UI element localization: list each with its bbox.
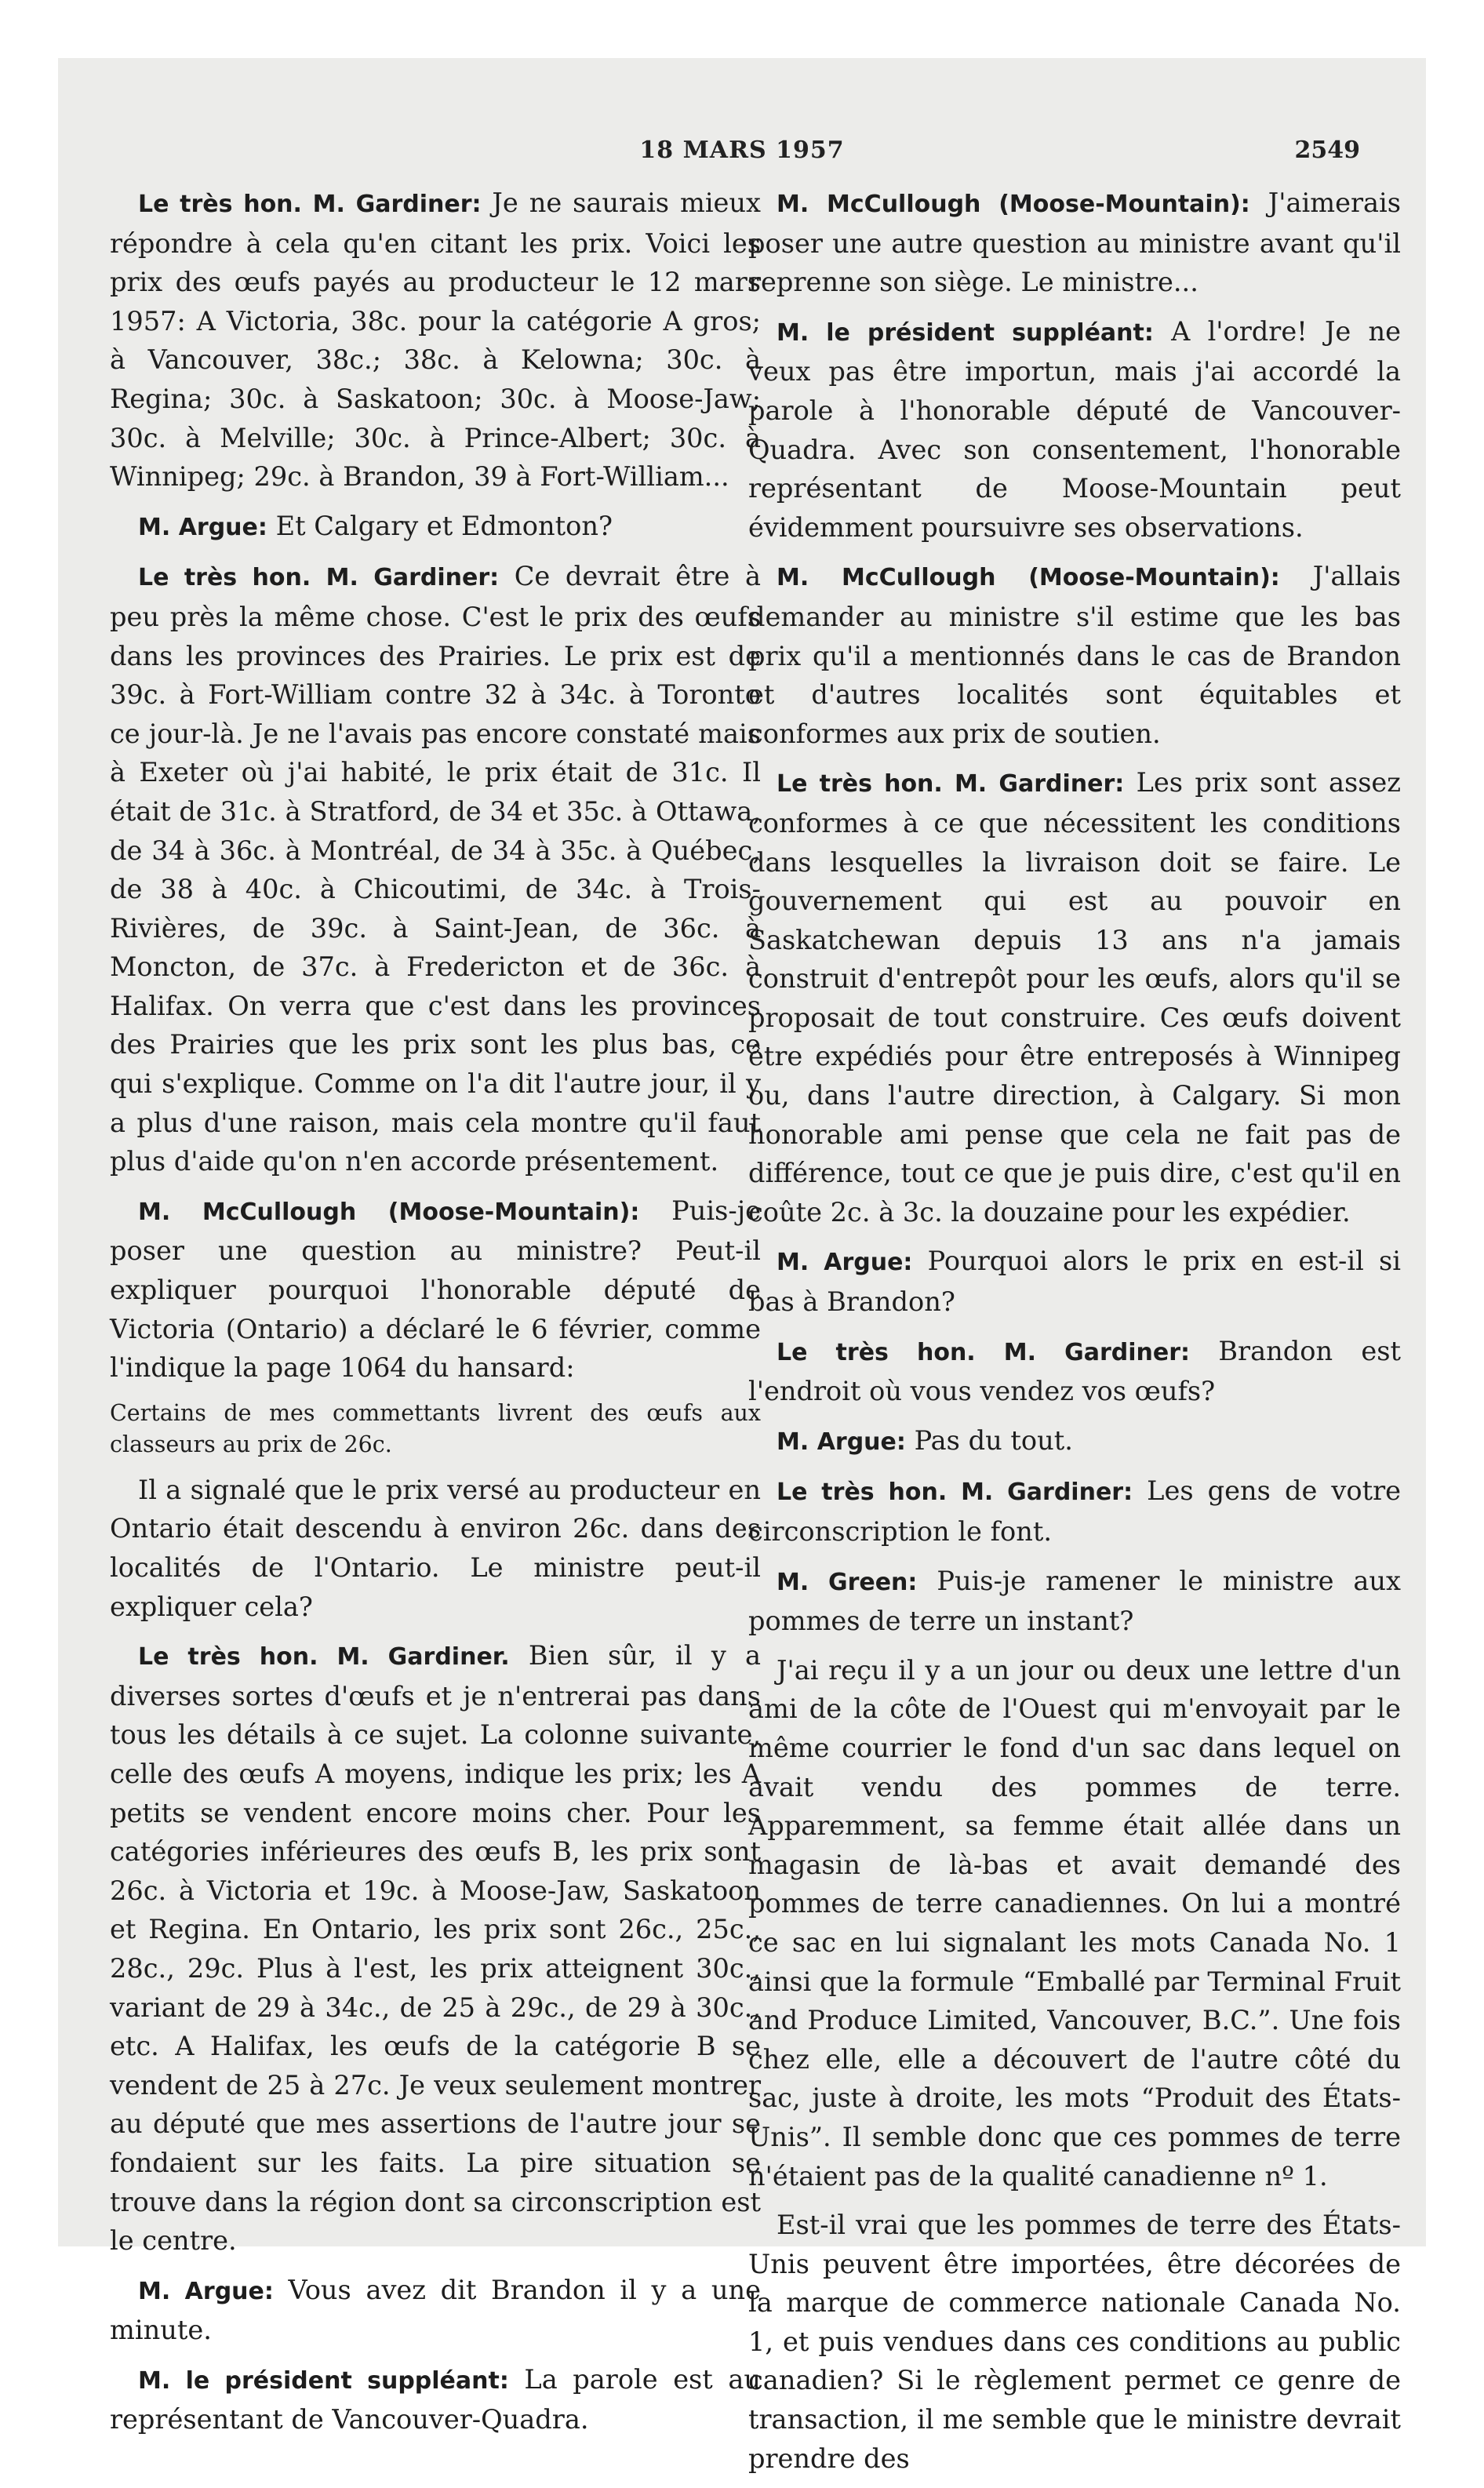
speech: La parole est au représentant de Vancouver-Quadra.: [110, 2363, 761, 2435]
speech: Puis-je poser une question au ministre? Peut-il expliquer pourquoi l'honorable député de Victoria (Ontario) a déclaré le 6 février, comme l'indique la page 1064 du hansard:: [110, 1195, 761, 1384]
speaker: M. McCullough (Moose-Mountain):: [138, 1198, 640, 1226]
speaker: M. Green:: [777, 1568, 918, 1596]
page-header: [58, 136, 1426, 184]
paragraph: [748, 312, 1401, 547]
paragraph: [110, 184, 761, 497]
paragraph: [748, 1421, 1401, 1462]
speaker: M. McCullough (Moose-Mountain):: [777, 191, 1250, 218]
paragraph: [110, 2271, 761, 2350]
speaker: Le très hon. M. Gardiner.: [138, 1643, 510, 1671]
speaker: M. Argue:: [777, 1249, 913, 1277]
paragraph: [110, 2360, 761, 2439]
speech: Est-il vrai que les pommes de terre des États-Unis peuvent être importées, être décorées de la marque de commerce nationale Canada No. 1, et puis vendues dans ces conditions au public canadien? Si le règlement permet ce genre de transaction, il me semble que le ministre devrait prendre des: [748, 2210, 1401, 2474]
speech: J'allais demander au ministre s'il estime que les bas prix qu'il a mentionnés dans le cas de Brandon et d'autres localités sont équitables et conformes aux prix de soutien.: [748, 561, 1401, 749]
paragraph: [110, 1191, 761, 1388]
paragraph: [110, 1471, 761, 1626]
speech: J'aimerais poser une autre question au ministre avant qu'il reprenne son siège. Le ministre...: [748, 187, 1401, 298]
paragraph: [748, 2206, 1401, 2478]
speech: Pourquoi alors le prix en est-il si bas à Brandon?: [748, 1246, 1401, 1318]
speech: Je ne saurais mieux répondre à cela qu'en citant les prix. Voici les prix des œufs payés au producteur le 12 mars 1957: A Victoria, 38c. pour la catégorie A gros; à Vancouver, 38c.; 38c. à Kelowna; 30c. à Regina; 30c. à Saskatoon; 30c. à Moose-Jaw; 30c. à Melville; 30c. à Prince-Albert; 30c. à Winnipeg; 29c. à Brandon, 39 à Fort-William...: [110, 187, 761, 493]
speaker: Le très hon. M. Gardiner:: [138, 191, 482, 218]
speech: Vous avez dit Brandon il y a une minute.: [110, 2274, 761, 2346]
speech: J'ai reçu il y a un jour ou deux une lettre d'un ami de la côte de l'Ouest qui m'envoyait par le même courrier le fond d'un sac dans lequel on avait vendu des pommes de terre. Apparemment, sa femme était allée dans un magasin de là-bas et avait demandé des pommes de terre canadiennes. On lui a montré ce sac en lui signalant les mots Canada No. 1 ainsi que la formule “Emballé par Terminal Fruit and Produce Limited, Vancouver, B.C.”. Une fois chez elle, elle a découvert de l'autre côté du sac, juste à droite, les mots “Produit des États-Unis”. Il semble donc que ces pommes de terre n'étaient pas de la qualité canadienne nº 1.: [748, 1654, 1401, 2192]
speaker: Le très hon. M. Gardiner:: [777, 770, 1125, 798]
speaker: M. McCullough (Moose-Mountain):: [777, 564, 1280, 592]
speaker: M. le président suppléant:: [777, 318, 1154, 347]
paragraph: [748, 557, 1401, 753]
speaker: M. le président suppléant:: [138, 2366, 509, 2395]
speaker: Le très hon. M. Gardiner:: [777, 1479, 1133, 1507]
speaker: M. Argue:: [777, 1428, 906, 1456]
paragraph: [748, 1562, 1401, 1641]
paragraph: [110, 507, 761, 547]
speech: Et Calgary et Edmonton?: [267, 510, 613, 541]
right-column: [748, 184, 1401, 2488]
paragraph: [748, 1242, 1401, 1321]
paragraph: [110, 1636, 761, 2261]
paragraph: [748, 1332, 1401, 1411]
speech: Il a signalé que le prix versé au producteur en Ontario était descendu à environ 26c. dans des localités de l'Ontario. Le ministre peut-il expliquer cela?: [110, 1474, 761, 1622]
speech: Brandon est l'endroit où vous vendez vos œufs?: [748, 1335, 1402, 1407]
page-date: 18 MARS 1957: [639, 136, 845, 164]
speech: A l'ordre! Je ne veux pas être importun, mais j'ai accordé la parole à l'honorable député de Vancouver-Quadra. Avec son consentement, l'honorable représentant de Moose-Mountain peut évidemment poursuivre ses observations.: [748, 315, 1401, 543]
speech: Les gens de votre circonscription le font.: [748, 1475, 1401, 1547]
speech: Les prix sont assez conformes à ce que nécessitent les conditions dans lesquelles la livraison doit se faire. Le gouvernement qui est au pouvoir en Saskatchewan depuis 13 ans n'a jamais construit d'entrepôt pour les œufs, alors qu'il se proposait de tout construire. Ces œufs doivent être expédiés pour être entreposés à Winnipeg ou, dans l'autre direction, à Calgary. Si mon honorable ami pense que cela ne fait pas de différence, tout ce que je puis dire, c'est qu'il en coûte 2c. à 3c. la douzaine pour les expédier.: [748, 767, 1401, 1228]
speaker: M. Argue:: [138, 513, 267, 541]
quote-text: Certains de mes commettants livrent des œufs aux classeurs au prix de 26c.: [110, 1399, 761, 1457]
paragraph: [748, 1651, 1401, 2195]
speech: Puis-je ramener le ministre aux pommes de terre un instant?: [748, 1565, 1401, 1637]
speaker: M. Argue:: [138, 2277, 274, 2305]
speaker: Le très hon. M. Gardiner:: [138, 564, 500, 592]
speaker: Le très hon. M. Gardiner:: [777, 1338, 1191, 1366]
speech: Ce devrait être à peu près la même chose. C'est le prix des œufs dans les provinces des Prairies. Le prix est de 39c. à Fort-William contre 32 à 34c. à Toronto ce jour-là. Je ne l'avais pas encore constaté mais à Exeter où j'ai habité, le prix était de 31c. Il était de 31c. à Stratford, de 34 et 35c. à Ottawa, de 34 à 36c. à Montréal, de 34 à 35c. à Québec, de 38 à 40c. à Chicoutimi, de 34c. à Trois-Rivières, de 39c. à Saint-Jean, de 36c. à Moncton, de 37c. à Fredericton et de 36c. à Halifax. On verra que c'est dans les provinces des Prairies que les prix sont les plus bas, ce qui s'explique. Comme on l'a dit l'autre jour, il y a plus d'une raison, mais cela montre qu'il faut plus d'aide qu'on n'en accorde présentement.: [110, 561, 762, 1177]
paragraph: [748, 763, 1401, 1231]
paragraph: [748, 184, 1401, 302]
paragraph: [110, 557, 761, 1181]
page-number: 2549: [1294, 136, 1360, 164]
block-quote: [110, 1398, 761, 1460]
left-column: [110, 184, 761, 2450]
page-sheet: [58, 58, 1426, 2474]
speech: Bien sûr, il y a diverses sortes d'œufs et je n'entrerai pas dans tous les détails à ce sujet. La colonne suivante, celle des œufs A moyens, indique les prix; les A petits se vendent encore moins cher. Pour les catégories inférieures des œufs B, les prix sont 26c. à Victoria et 19c. à Moose-Jaw, Saskatoon et Regina. En Ontario, les prix sont 26c., 25c., 28c., 29c. Plus à l'est, les prix atteignent 30c., variant de 29 à 34c., de 25 à 29c., de 29 à 30c., etc. A Halifax, les œufs de la catégorie B se vendent de 25 à 27c. Je veux seulement montrer au député que mes assertions de l'autre jour se fondaient sur les faits. La pire situation se trouve dans la région dont sa circonscription est le centre.: [110, 1640, 762, 2257]
paragraph: [748, 1471, 1401, 1551]
speech: Pas du tout.: [905, 1424, 1073, 1456]
